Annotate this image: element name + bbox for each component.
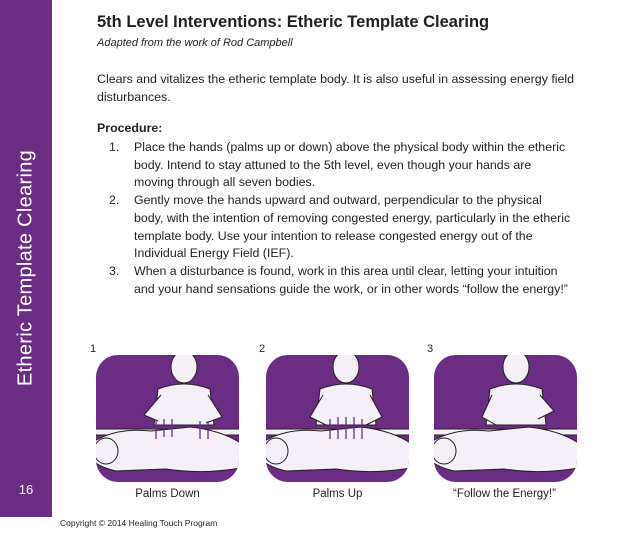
procedure-steps [97, 139, 572, 298]
procedure-heading: Procedure: [97, 121, 163, 135]
figure-caption: “Follow the Energy!” [453, 488, 556, 500]
figure-number: 2 [259, 343, 266, 355]
sidebar-band [0, 0, 52, 517]
procedure-step [97, 263, 572, 298]
sidebar-title: Etheric Template Clearing [14, 149, 37, 387]
step-text: Place the hands (palms up or down) above the physical body within the etheric body. Intend to stay attuned to the 5th level, even though your hands are moving through all seven bodies. [134, 140, 566, 190]
figure-panel-follow-the-energy [434, 355, 577, 482]
page-subtitle: Adapted from the work of Rod Campbell [97, 37, 293, 49]
copyright-notice: Copyright © 2014 Healing Touch Program [60, 518, 218, 528]
step-text: Gently move the hands upward and outward, perpendicular to the physical body, with the intention of removing congested energy, particularly in the etheric template body. Use your intention to release congested energy out of the Individual Energy Field (IEF). [134, 193, 571, 261]
figure-panel-palms-up [266, 355, 409, 482]
figure-caption: Palms Up [312, 488, 363, 500]
step-text: When a disturbance is found, work in this area until clear, letting your intuition and your hand sensations guide the work, or in other words “follow the energy!” [134, 263, 568, 296]
figure-number: 3 [427, 343, 434, 355]
healer-palms-up-illustration [266, 355, 409, 482]
figure-caption: Palms Down [135, 488, 200, 500]
healer-follow-energy-illustration [434, 355, 577, 482]
intro-paragraph: Clears and vitalizes the etheric template body. It is also useful in assessing energy field disturbances. [97, 72, 575, 104]
figure-number: 1 [90, 343, 97, 355]
procedure-step [97, 192, 572, 263]
procedure-step [97, 139, 572, 192]
step-number: 2. [109, 193, 120, 208]
step-number: 1. [109, 140, 120, 154]
step-number: 3. [109, 263, 120, 278]
figure-panel-palms-down [96, 355, 239, 482]
page-number: 16 [18, 482, 34, 497]
page-title: 5th Level Interventions: Etheric Template Clearing [97, 13, 490, 31]
healer-palms-down-illustration [96, 355, 239, 482]
